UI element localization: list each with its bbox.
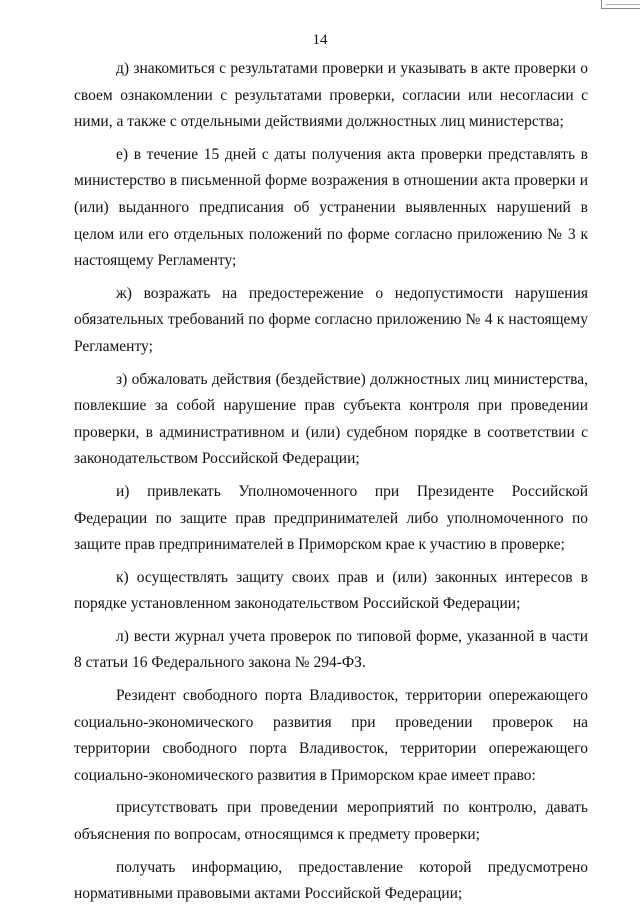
paragraph-e: е) в течение 15 дней с даты получения акта проверки представлять в министерство в письменной форме возражения в отношении акта проверки и (или) выданного предписания об устранении выявленных нарушений в целом или его отдельных положений по форме согласно приложению № 3 к настоящему Регламенту; — [74, 145, 588, 270]
paragraph-i: и) привлекать Уполномоченного при Президенте Российской Федерации по защите прав предпринимателей либо уполномоченного по защите прав предпринимателей в Приморском крае к участию в проверке; — [74, 482, 588, 554]
paragraph-k: к) осуществлять защиту своих прав и (или) законных интересов в порядке установленном законодательством Российской Федерации; — [74, 568, 588, 613]
paragraph-attend: присутствовать при проведении мероприятий по контролю, давать объяснения по вопросам, относящимся к предмету проверки; — [74, 799, 588, 844]
paragraph-resident: Резидент свободного порта Владивосток, территории опережающего социально-экономического развития при проведении проверок на территории свободного порта Владивосток, территории опережающего социально-экономического развития в Приморском крае имеет право: — [74, 687, 588, 784]
page-number: 14 — [312, 32, 328, 48]
paragraph-zh: ж) возражать на предостережение о недопустимости нарушения обязательных требований по форме согласно приложению № 4 к настоящему Регламенту; — [74, 284, 588, 355]
paragraph-l: л) вести журнал учета проверок по типовой форме, указанной в части 8 статьи 16 Федерального закона № 294-ФЗ. — [74, 627, 588, 672]
paragraph-z: з) обжаловать действия (бездействие) должностных лиц министерства, повлекшие за собой нарушение прав субъекта контроля при проведении проверки, в административном и (или) судебном порядке в соответствии с законодательством Российской Федерации; — [74, 370, 588, 468]
paragraph-d: д) знакомиться с результатами проверки и указывать в акте проверки о своем ознакомлении с результатами проверки, согласии или несогласии с ними, а также с отдельными действиями должностных лиц министерства; — [74, 60, 588, 131]
document-body — [74, 56, 588, 914]
scan-corner-mark — [601, 0, 640, 9]
paragraph-receive: получать информацию, предоставление которой предусмотрено нормативными правовыми актами Российской Федерации; — [74, 858, 588, 903]
